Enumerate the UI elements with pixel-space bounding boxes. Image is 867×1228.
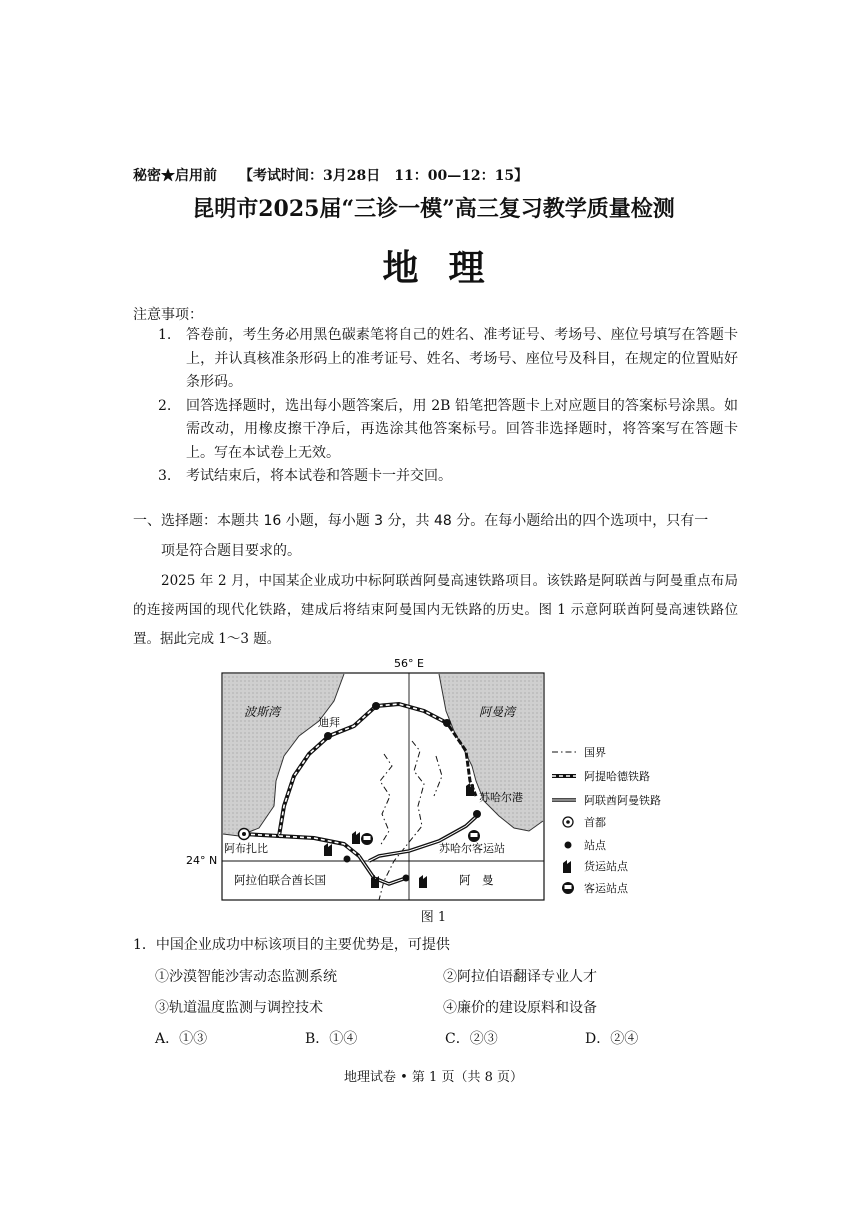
abu-dhabi-dot	[242, 832, 246, 836]
section-head-cont: 项是符合题目要求的。	[161, 543, 301, 559]
note-item	[158, 395, 738, 466]
note-item	[158, 465, 738, 489]
legend-etihad-label: 阿提哈德铁路	[584, 770, 650, 783]
q1-choice-b: B．①④	[305, 1031, 358, 1047]
persian-gulf-label: 波斯湾	[244, 705, 281, 719]
section-heading	[133, 506, 738, 566]
note-text: 考试结束后，将本试卷和答题卡一并交回。	[186, 468, 452, 484]
sohar-port-label: 苏哈尔港	[479, 791, 523, 804]
exam-header	[133, 165, 528, 185]
note-number: 3.	[158, 468, 172, 484]
station-mid	[344, 856, 351, 863]
legend-uae-oman-label: 阿联酋阿曼铁路	[584, 794, 661, 807]
q1-choice-a: A．①③	[155, 1031, 208, 1047]
note-number: 2.	[158, 397, 172, 414]
note-item	[158, 324, 738, 395]
q1-choice-d: D．②④	[585, 1031, 639, 1047]
station-south	[403, 875, 410, 882]
exam-title: 昆明市2025届“三诊一模”高三复习教学质量检测	[192, 196, 675, 222]
oman-label: 阿 曼	[459, 873, 494, 887]
legend-passenger-label: 客运站点	[584, 882, 628, 895]
q1-item-2: ②阿拉伯语翻译专业人才	[443, 969, 597, 985]
abu-dhabi-label: 阿布扎比	[224, 842, 268, 855]
parallel-label: 24° N	[186, 854, 218, 867]
rail-map	[184, 656, 704, 904]
note-text: 回答选择题时，选出每小题答案后，用 2B 铅笔把答题卡上对应题目的答案标号涂黑。如需改动，用橡皮擦干净后，再选涂其他答案标号。回答非选择题时，将答案写在答题卡上。写在本试卷上无效。	[186, 397, 738, 461]
legend-freight-label: 货运站点	[584, 860, 628, 873]
note-text: 答卷前，考生务必用黑色碳素笔将自己的姓名、准考证号、考场号、座位号填写在答题卡上，并认真核准条形码上的准考证号、姓名、考场号、座位号及科目，在规定的位置贴好条形码。	[186, 327, 738, 390]
sohar-passenger-label: 苏哈尔客运站	[439, 842, 505, 855]
legend-border-label: 国界	[584, 746, 606, 759]
station-east	[443, 719, 451, 727]
uae-label: 阿拉伯联合酋长国	[234, 873, 326, 887]
notes-title: 注意事项：	[133, 307, 203, 323]
meridian-label: 56° E	[394, 657, 424, 670]
dubai-label: 迪拜	[318, 716, 340, 729]
legend-capital-label: 首都	[584, 816, 606, 829]
gulf-of-oman-label: 阿曼湾	[479, 705, 516, 719]
section-head-line: 一、选择题：本题共 16 小题，每小题 3 分，共 48 分。在每小题给出的四个选项中，只有一	[133, 513, 709, 529]
figure-caption: 图 1	[420, 910, 447, 925]
q1-item-1: ①沙漠智能沙害动态监测系统	[155, 969, 337, 985]
station-north	[372, 702, 380, 710]
subject-title: 地理	[382, 247, 515, 289]
question-1-stem: 1．中国企业成功中标该项目的主要优势是，可提供	[133, 937, 450, 953]
q1-choice-c: C．②③	[445, 1031, 498, 1047]
notes-list	[158, 324, 738, 489]
map-legend	[552, 746, 661, 895]
q1-item-4: ④廉价的建设原料和设备	[443, 1000, 597, 1016]
q1-item-3: ③轨道温度监测与调控技术	[155, 1000, 323, 1016]
page-footer: 地理试卷 • 第 1 页（共 8 页）	[343, 1070, 523, 1085]
note-number: 1.	[158, 327, 172, 343]
sohar-station	[473, 810, 481, 818]
exam-time: 【考试时间：3月28日 11：00—12：15】	[239, 168, 529, 184]
confidential-label: 秘密★启用前	[133, 168, 217, 184]
passage-text: 2025 年 2 月，中国某企业成功中标阿联酋阿曼高速铁路项目。该铁路是阿联酋与阿曼重点布局的连接两国的现代化铁路，建成后将结束阿曼国内无铁路的历史。图 1 示意阿联酋阿曼高速铁路位置。据此完成 1～3 题。	[133, 573, 738, 647]
legend-station-label: 站点	[584, 839, 606, 852]
dubai-station	[324, 732, 332, 740]
